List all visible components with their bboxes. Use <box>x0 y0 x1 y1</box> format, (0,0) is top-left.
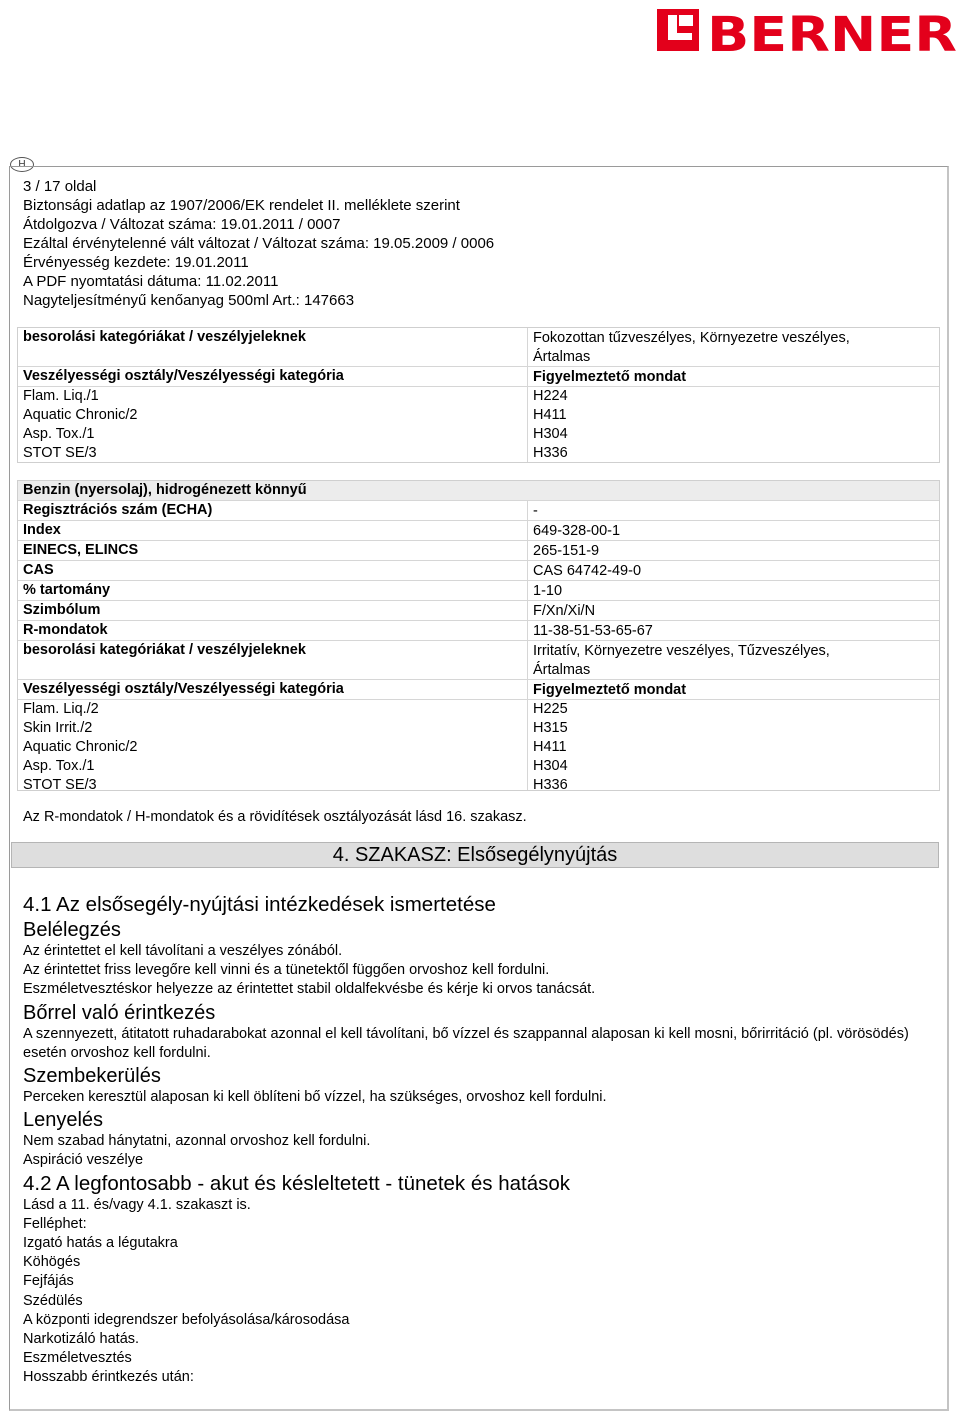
symptom-line: Fejfájás <box>23 1273 74 1290</box>
property-value: - <box>533 503 538 519</box>
property-value: 649-328-00-1 <box>533 523 621 539</box>
table-row <box>18 541 939 561</box>
product-line: Nagyteljesítményű kenőanyag 500ml Art.: 147663 <box>23 292 355 309</box>
property-value: CAS 64742-49-0 <box>533 563 642 579</box>
property-value: 1-10 <box>533 583 563 599</box>
hazard-rows <box>18 387 939 463</box>
table-row <box>18 501 939 521</box>
table-row <box>18 601 939 621</box>
hazard-code: H225 <box>533 701 568 717</box>
hazard-code: H315 <box>533 720 568 736</box>
hazard-class-header: Veszélyességi osztály/Veszélyességi kategória <box>23 368 344 384</box>
hazard-code: H411 <box>533 739 567 755</box>
page-number: 3 / 17 oldal <box>23 178 97 195</box>
hazard-code: H304 <box>533 758 568 774</box>
hazard-class-header: Veszélyességi osztály/Veszélyességi kategória <box>23 681 344 697</box>
hazard-class: STOT SE/3 <box>23 777 97 793</box>
hazard-class: Aquatic Chronic/2 <box>23 739 138 755</box>
hazard-statement-header: Figyelmeztető mondat <box>533 369 687 385</box>
revision-line: Átdolgozva / Változat száma: 19.01.2011 / 0007 <box>23 216 341 233</box>
symptom-line: Izgató hatás a légutakra <box>23 1235 178 1252</box>
property-value: 265-151-9 <box>533 543 600 559</box>
symptom-line: Köhögés <box>23 1254 81 1271</box>
hazard-code: H224 <box>533 388 568 404</box>
inhalation-heading: Belélegzés <box>23 919 121 941</box>
section-4-body <box>23 892 933 1388</box>
inhalation-text: Az érintettet friss levegőre kell vinni és a tünetektől függően orvoshoz kell fordulni. <box>23 962 550 979</box>
hazard-code: H336 <box>533 777 568 793</box>
section-4-title: 4. SZAKASZ: Elsősegélynyújtás <box>11 842 939 868</box>
table-row <box>18 680 939 700</box>
classification-label: besorolási kategóriákat / veszélyjeleknek <box>23 329 306 345</box>
superseded-line: Ezáltal érvénytelenné vált változat / Változat száma: 19.05.2009 / 0006 <box>23 235 495 252</box>
berner-logo <box>657 5 959 55</box>
regulation-line: Biztonsági adatlap az 1907/2006/EK rendelet II. melléklete szerint <box>23 197 460 214</box>
table-row <box>18 521 939 541</box>
abbreviation-note: Az R-mondatok / H-mondatok és a rövidítések osztályozását lásd 16. szakasz. <box>23 809 527 825</box>
substance-row <box>18 481 939 501</box>
symptom-line: Lásd a 11. és/vagy 4.1. szakaszt is. <box>23 1196 251 1213</box>
classification-value: Irritatív, Környezetre veszélyes, Tűzveszélyes, <box>533 643 830 659</box>
property-label: R-mondatok <box>23 622 108 638</box>
classification-table-1 <box>17 327 940 463</box>
hazard-class: Asp. Tox./1 <box>23 758 95 774</box>
symptom-line: Szédülés <box>23 1292 83 1309</box>
table-row <box>18 581 939 601</box>
eye-contact-heading: Szembekerülés <box>23 1065 161 1088</box>
hazard-code: H304 <box>533 426 568 442</box>
table-row <box>18 641 939 680</box>
symptom-line: Hosszabb érintkezés után: <box>23 1369 194 1386</box>
property-value: F/Xn/Xi/N <box>533 603 596 619</box>
classification-value: Fokozottan tűzveszélyes, Környezetre veszélyes, <box>533 330 850 346</box>
print-date-line: A PDF nyomtatási dátuma: 11.02.2011 <box>23 273 279 290</box>
hazard-class: Asp. Tox./1 <box>23 426 95 442</box>
property-label: % tartomány <box>23 582 111 598</box>
property-label: Szimbólum <box>23 602 101 618</box>
classification-value: Ártalmas <box>533 662 591 678</box>
classification-label: besorolási kategóriákat / veszélyjeleknek <box>23 642 306 658</box>
property-label: Index <box>23 522 61 538</box>
symptom-line: A központi idegrendszer befolyásolása/károsodása <box>23 1311 350 1328</box>
validity-line: Érvényesség kezdete: 19.01.2011 <box>23 254 249 271</box>
property-label: CAS <box>23 562 54 578</box>
hazard-class: Flam. Liq./1 <box>23 388 99 404</box>
property-label: EINECS, ELINCS <box>23 542 139 558</box>
classification-value: Ártalmas <box>533 349 591 365</box>
property-value: 11-38-51-53-65-67 <box>533 623 653 639</box>
subsection-4-2-title: 4.2 A legfontosabb - akut és késleltetett - tünetek és hatások <box>23 1171 571 1195</box>
hazard-rows <box>18 700 939 795</box>
hazard-class: Flam. Liq./2 <box>23 701 99 717</box>
symptom-line: Narkotizáló hatás. <box>23 1331 140 1348</box>
table-row <box>18 561 939 581</box>
subsection-4-1-title: 4.1 Az elsősegély-nyújtási intézkedések ismertetése <box>23 893 496 916</box>
substance-name: Benzin (nyersolaj), hidrogénezett könnyű <box>23 482 307 498</box>
table-row <box>18 367 939 387</box>
table-row <box>18 328 939 367</box>
hazard-statement-header: Figyelmeztető mondat <box>533 682 687 698</box>
hazard-class: Skin Irrit./2 <box>23 720 93 736</box>
table-row <box>18 621 939 641</box>
skin-contact-text: A szennyezett, átitatott ruhadarabokat azonnal el kell távolítani, bő vízzel és szappannal alaposan ki kell mosni, bőrirritáció (pl. vörösödés) esetén orvoshoz kell fordulni. <box>23 1025 909 1061</box>
ingestion-heading: Lenyelés <box>23 1109 104 1132</box>
hazard-class: STOT SE/3 <box>23 445 97 461</box>
ingestion-text: Aspiráció veszélye <box>23 1152 144 1169</box>
property-label: Regisztrációs szám (ECHA) <box>23 502 213 518</box>
symptom-line: Felléphet: <box>23 1215 87 1232</box>
eye-contact-text: Perceken keresztül alaposan ki kell öblíteni bő vízzel, ha szükséges, orvoshoz kell fordulni. <box>23 1089 607 1106</box>
inhalation-text: Eszméletvesztéskor helyezze az érintettet stabil oldalfekvésbe és kérje ki orvos tanácsát. <box>23 981 596 998</box>
hazard-class: Aquatic Chronic/2 <box>23 407 138 423</box>
hazard-code: H336 <box>533 445 568 461</box>
skin-contact-heading: Bőrrel való érintkezés <box>23 1001 216 1024</box>
svg-text:BERNER: BERNER <box>707 7 957 55</box>
document-mark: H <box>10 157 34 172</box>
hazard-code: H411 <box>533 407 567 423</box>
inhalation-text: Az érintettet el kell távolítani a veszélyes zónából. <box>23 943 343 959</box>
symptom-line: Eszméletvesztés <box>23 1350 132 1367</box>
ingestion-text: Nem szabad hánytatni, azonnal orvoshoz kell fordulni. <box>23 1133 371 1150</box>
document-header <box>23 177 494 310</box>
classification-table-2 <box>17 480 940 791</box>
